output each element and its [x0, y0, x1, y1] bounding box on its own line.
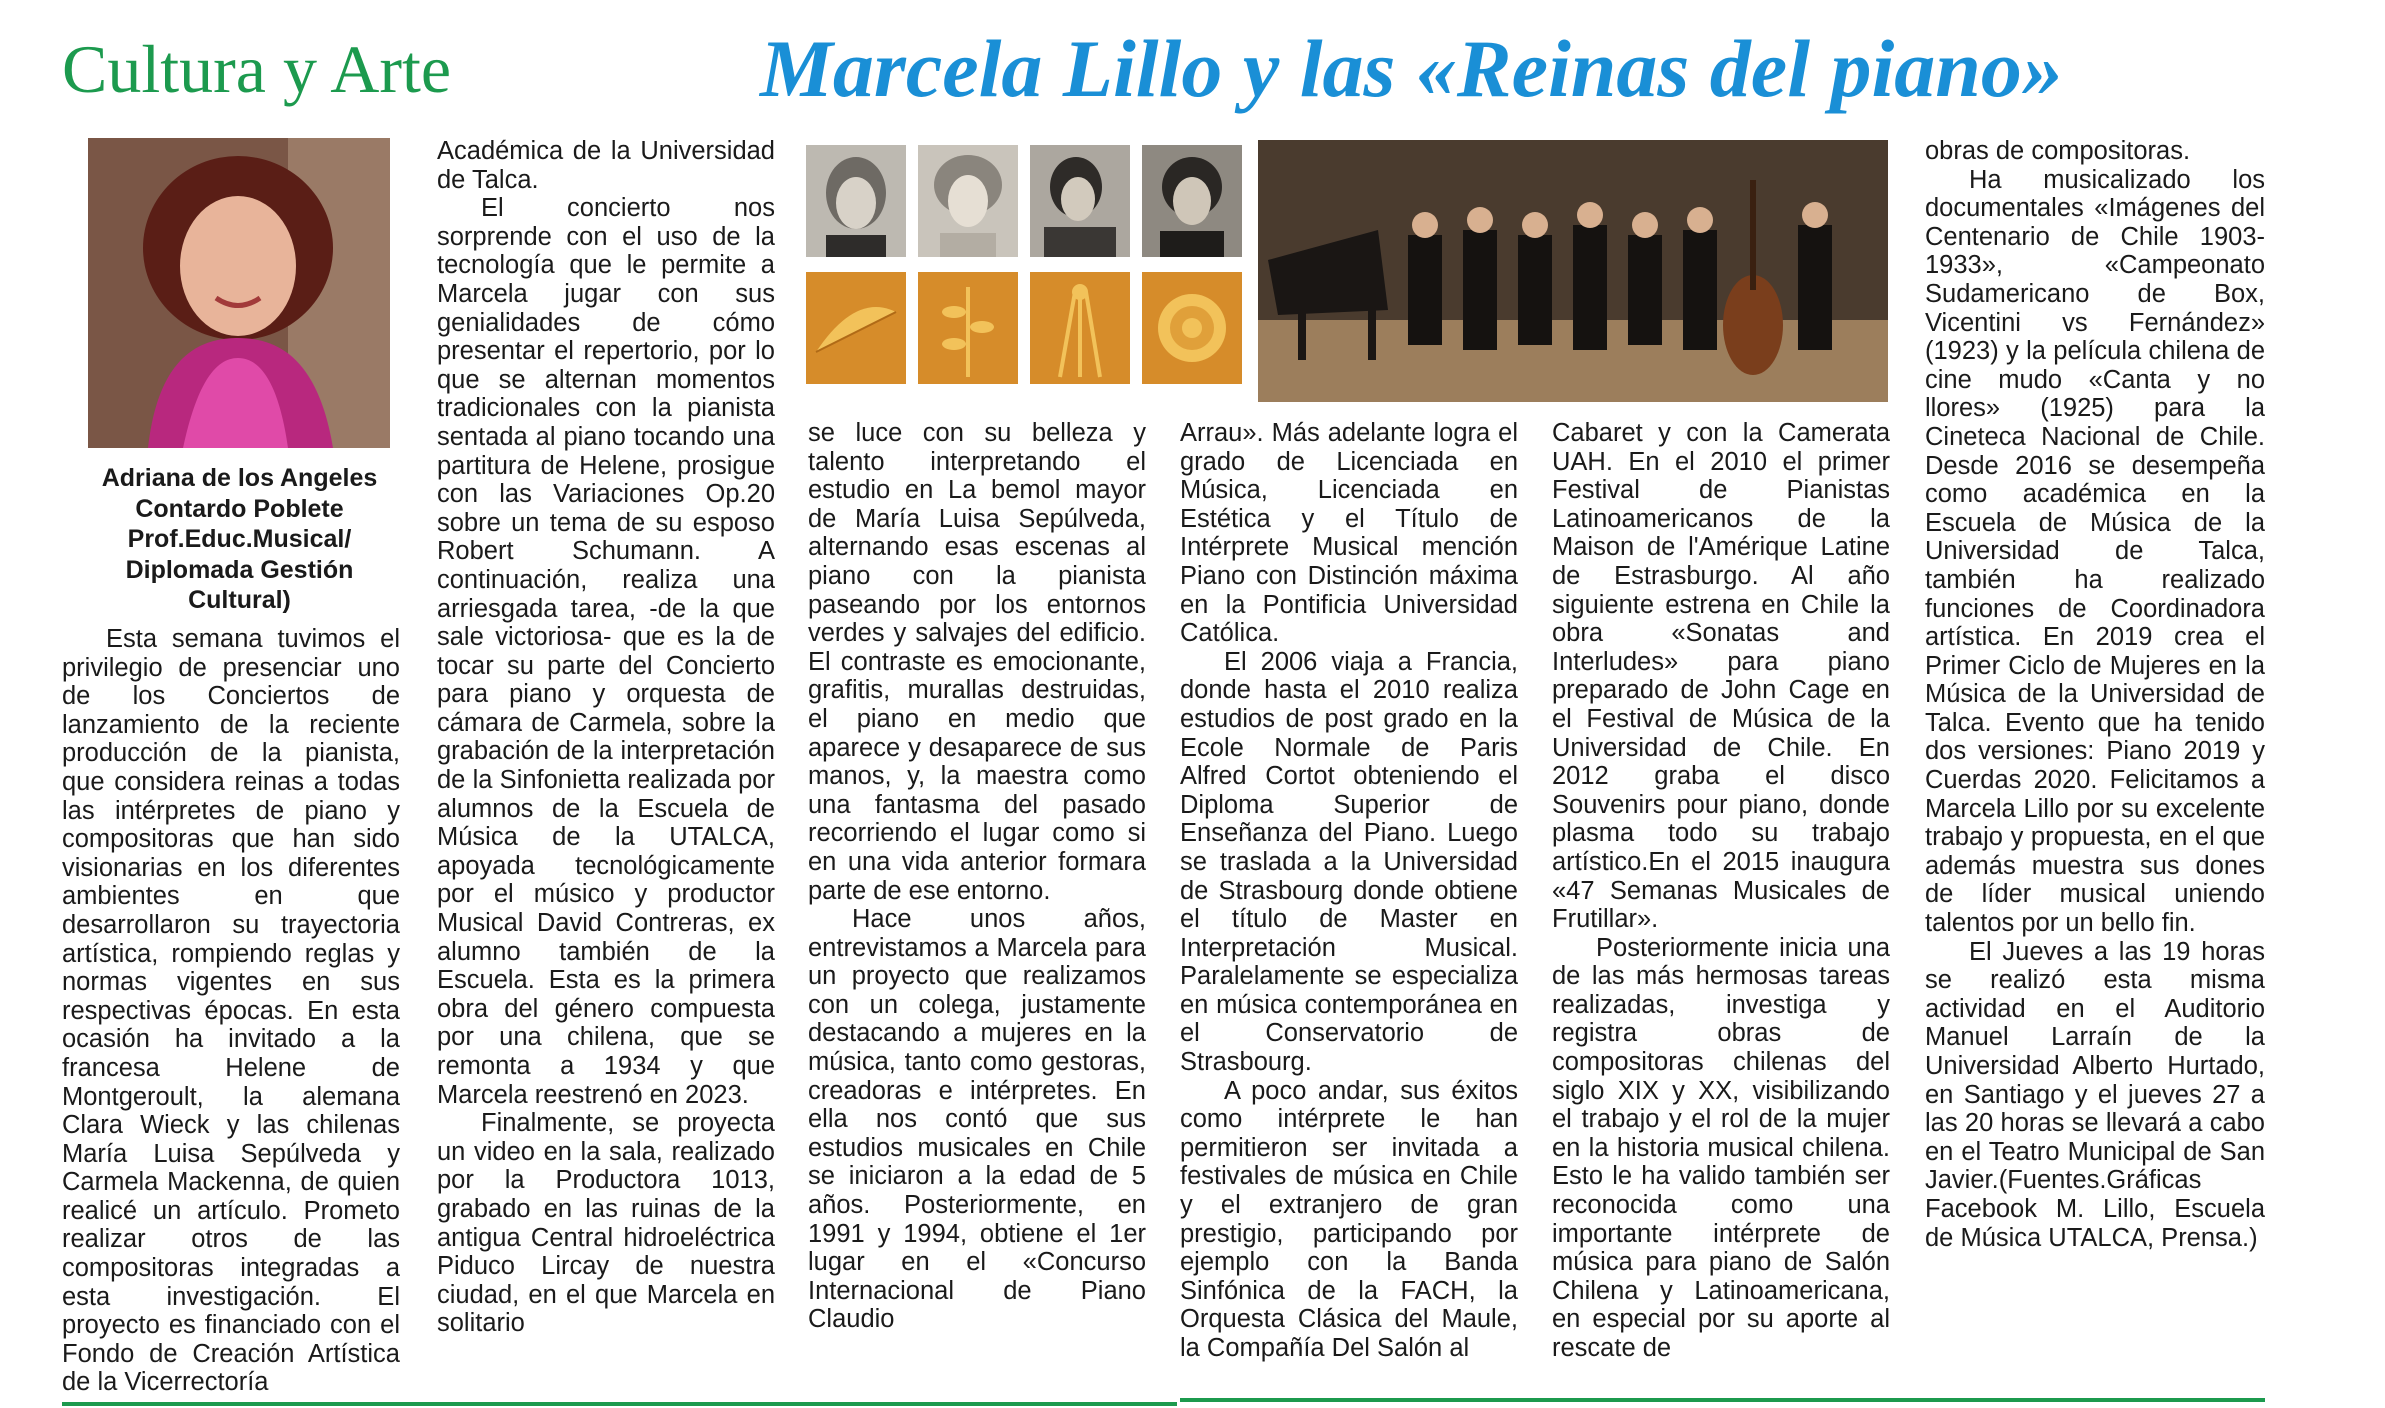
article-column-5: [1552, 419, 1890, 1369]
author-line: Prof.Educ.Musical/: [127, 525, 352, 553]
paragraph: Posteriormente inicia una de las más hermosas tareas realizadas, investiga y registra obras de compositoras chilenas del siglo XIX y XX, visibilizando el trabajo y el rol de la mujer en la historia musical chilena. Esto le ha valido también ser reconocida como una importante intérprete de música para piano de Salón Chilena y Latinoamericana, en especial por su aporte al rescate de: [1552, 933, 1890, 1362]
author-caption: [62, 463, 417, 616]
author-line: Adriana de los Angeles: [101, 464, 378, 492]
leaf-ornament: [806, 272, 906, 384]
paragraph: obras de compositoras.: [1925, 137, 2191, 165]
paragraph: El concierto nos sorprende con el uso de la tecnología que le permite a Marcela jugar con sus genialidades de cómo presentar el repertorio, por lo que se alternan momentos tradicionales con la pianista sentada al piano tocando una partitura de Helene, prosigue con las Variaciones Op.20 sobre un tema de su esposo Robert Schumann. A continuación, realiza una arriesgada tarea, -de la que sale victoriosa- que es la de tocar su parte del Concierto para piano y orquesta de cámara de Carmela, sobre la grabación de la interpretación de la Sinfonietta realizada por alumnos de la Escuela de Música de la UTALCA, apoyada tecnológicamente por el músico y productor Musical David Contreras, ex alumno también de la Escuela. Esta es la primera obra del género compuesta por una chilena, que se remonta a 1934 y que Marcela reestrenó en 2023.: [437, 194, 775, 1109]
article-column-6: [1925, 137, 2265, 1372]
divider-rule: [1180, 1398, 2265, 1402]
paragraph: A poco andar, sus éxitos como intérprete le han permitieron ser invitada a festivales de música en Chile y el extranjero de gran prestigio, participando por ejemplo con la Banda Sinfónica de la FACH, la Orquesta Clásica del Maule, la Compañía Del Salón al: [1180, 1076, 1518, 1362]
paragraph: se luce con su belleza y talento interpretando el estudio en La bemol mayor de María Luisa Sepúlveda, alternando esas escenas al piano con la pianista paseando por los entornos verdes y salvajes del edificio. El contraste es emocionante, grafitis, murallas destruidas, el piano en medio que aparece y desaparece de sus manos, y, la maestra como una fantasma del pasado recorriendo el lugar como si en una vida anterior formara parte de ese entorno.: [808, 419, 1146, 905]
paragraph: Arrau». Más adelante logra el grado de Licenciada en Música, Licenciada en Estética y el Título de Intérprete Musical mención Piano con Distinción máxima en la Pontificia Universidad Católica.: [1180, 419, 1518, 648]
author-photo: [88, 138, 390, 448]
flower-ornament: [1142, 272, 1242, 384]
portrait-3: [1030, 145, 1130, 257]
wheat-ornament: [1030, 272, 1130, 384]
author-line: Cultural): [188, 586, 291, 614]
paragraph: El Jueves a las 19 horas se realizó esta misma actividad en el Auditorio Manuel Larraín de la Universidad Alberto Hurtado, en Santiago y el jueves 27 a las 20 horas se llevará a cabo en el Teatro Municipal de San Javier.(Fuentes.Gráficas Facebook M. Lillo, Escuela de Música UTALCA, Prensa.): [1925, 937, 2265, 1252]
paragraph: El 2006 viaja a Francia, donde hasta el 2010 realiza estudios de post grado en la Ecole Normale de Paris Alfred Cortot obteniendo el Diploma Superior de Enseñanza del Piano. Luego se traslada a la Universidad de Strasbourg donde obtiene el título de Master en Interpretación Musical. Paralelamente se especializa en música contemporánea en el Conservatorio de Strasbourg.: [1180, 647, 1518, 1077]
author-line: Contardo Poblete: [135, 494, 344, 523]
branch-ornament: [918, 272, 1018, 384]
article-column-4: [1180, 419, 1518, 1369]
portrait-2: [918, 145, 1018, 257]
paragraph: Académica de la Universidad de Talca.: [437, 137, 775, 194]
paragraph: Hace unos años, entrevistamos a Marcela para un proyecto que realizamos con un colega, justamente destacando a mujeres en la música, tanto como gestoras, creadoras e intérpretes. En ella nos contó que sus estudios musicales en Chile se iniciaron a la edad de 5 años. Posteriormente, en 1991 y 1994, obtiene el 1er lugar en el «Concurso Internacional de Piano Claudio: [808, 905, 1146, 1334]
portrait-4: [1142, 145, 1242, 257]
portrait-1: [806, 145, 906, 257]
concert-ensemble-photo: [1258, 140, 1888, 402]
paragraph: Ha musicalizado los documentales «Imágenes del Centenario de Chile 1903-1933», «Campeonato Sudamericano de Box, Vicentini vs Fernández» (1923) y la película chilena de cine mudo «Canta y no llores» (1925) para la Cineteca Nacional de Chile. Desde 2016 se desempeña como académica en la Escuela de Música de la Universidad de Talca, también ha realizado funciones de Coordinadora artística. En 2019 crea el Primer Ciclo de Mujeres en la Música de la Universidad de Talca. Evento que ha tenido dos versiones: Piano 2019 y Cuerdas 2020. Felicitamos a Marcela Lillo por su excelente trabajo y propuesta, en el que además muestra sus dones de líder musical uniendo talentos por un bello fin.: [1925, 165, 2265, 938]
paragraph: Cabaret y con la Camerata UAH. En el 2010 el primer Festival de Pianistas Latinoamericanos de la Maison de l'Amérique Latine de Estrasburgo. Al año siguiente estrena en Chile la obra «Sonatas and Interludes» para piano preparado de John Cage en el Festival de Música de la Universidad de Chile. En 2012 graba el disco Souvenirs pour piano, donde plasma todo su trabajo artístico.En el 2015 inaugura «47 Semanas Musicales de Frutillar».: [1552, 419, 1890, 934]
headline: Marcela Lillo y las «Reinas del piano»: [760, 23, 2063, 114]
divider-rule: [62, 1402, 1177, 1406]
paragraph: Esta semana tuvimos el privilegio de presenciar uno de los Conciertos de lanzamiento de la reciente producción de la pianista, que considera reinas a todas las intérpretes de piano y compositoras que han sido visionarias en los diferentes ambientes en que desarrollaron su trayectoria artística, rompiendo reglas y normas vigentes en sus respectivas épocas. En esta ocasión ha invitado a la francesa Helene de Montgeroult, la alemana Clara Wieck y las chilenas María Luisa Sepúlveda y Carmela Mackenna, de quien realicé un artículo. Prometo realizar otros de las compositoras integradas a esta investigación. El proyecto es financiado con el Fondo de Creación Artística de la Vicerrectoría: [62, 625, 400, 1395]
article-column-3: [808, 419, 1146, 1394]
author-line: Diplomada Gestión: [125, 555, 354, 584]
article-column-2: [437, 137, 775, 1392]
paragraph: Finalmente, se proyecta un video en la sala, realizado por la Productora 1013, grabado en las ruinas de la antigua Central hidroeléctrica Piduco Lircay de nuestra ciudad, en el que Marcela en solitario: [437, 1109, 775, 1338]
section-title: Cultura y Arte: [62, 31, 452, 107]
article-column-1: [62, 625, 400, 1395]
